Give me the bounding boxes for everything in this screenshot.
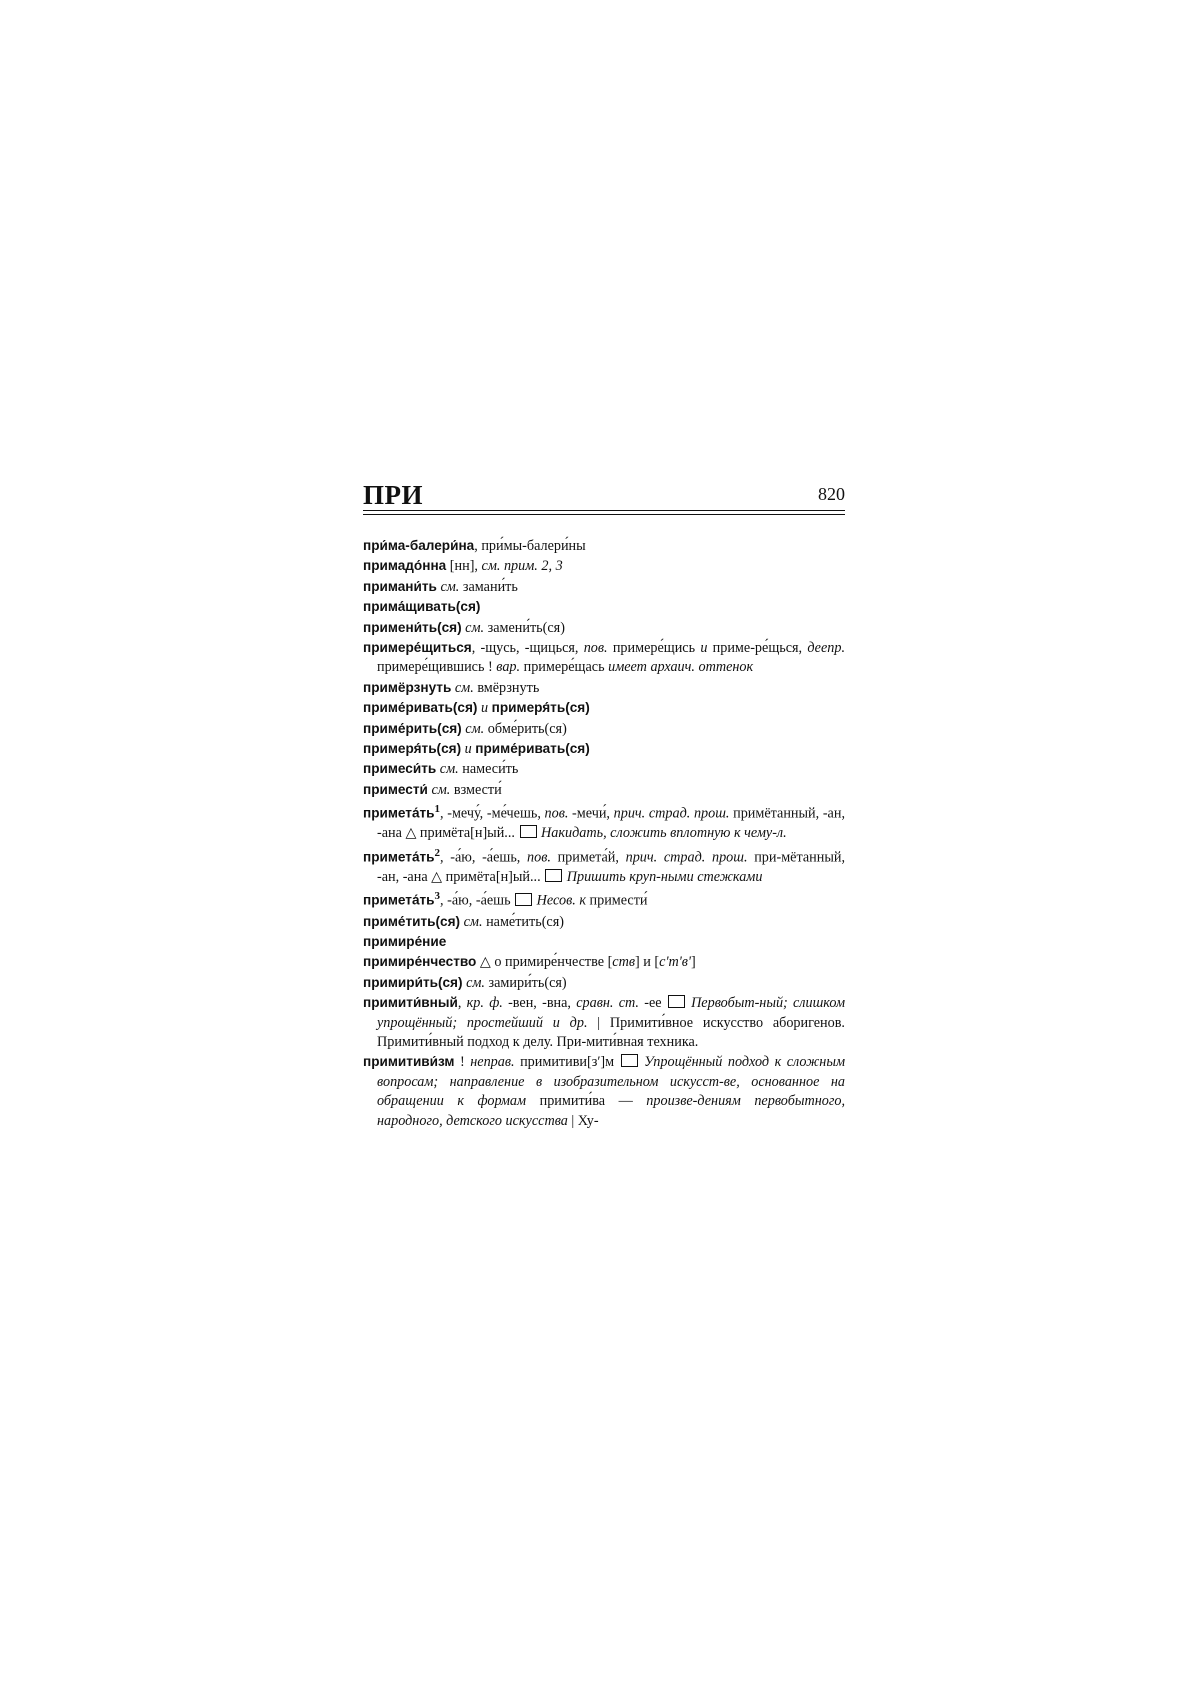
entry-text: примитиви[зʹ]м bbox=[514, 1054, 620, 1071]
entry bbox=[363, 577, 845, 597]
entry-italic: см. bbox=[462, 974, 485, 991]
headword: примире́нчество bbox=[363, 954, 477, 970]
entry-text: приме-ре́щься, bbox=[707, 640, 808, 657]
entry-italic: см. bbox=[451, 679, 474, 696]
entry bbox=[363, 536, 845, 556]
definition-box-icon bbox=[621, 1054, 638, 1067]
entry-definition: Упрощённый подход к сложным вопросам; направление в изобразительном искусст-ве, основанное на обращении к формам bbox=[377, 1054, 845, 1110]
entry bbox=[363, 780, 845, 800]
headword: примире́ние bbox=[363, 933, 447, 949]
entry-italic: пов. bbox=[583, 640, 608, 657]
entry bbox=[363, 800, 845, 844]
header-rule-thin bbox=[363, 514, 845, 515]
entry-italic: и bbox=[461, 741, 476, 758]
entry-text: -вен, -вна, bbox=[502, 995, 577, 1012]
headword: примири́ть(ся) bbox=[363, 974, 463, 990]
page-number: 820 bbox=[818, 484, 845, 504]
headword: примета́ть bbox=[363, 806, 435, 822]
entry-text: наме́тить(ся) bbox=[482, 913, 564, 930]
entry bbox=[363, 844, 845, 888]
headword: примета́ть bbox=[363, 849, 435, 865]
definition-box-icon bbox=[515, 893, 532, 906]
headword: примёрзнуть bbox=[363, 679, 452, 695]
entry-italic: ств bbox=[612, 954, 635, 971]
entry-text: -ее bbox=[638, 995, 667, 1012]
entry-text: ! bbox=[454, 1054, 471, 1071]
entry-italic: произве-дениям первобытного, народного, детского искусства bbox=[377, 1093, 845, 1129]
headword: примета́ть bbox=[363, 893, 435, 909]
headword: примадо́нна bbox=[363, 558, 447, 574]
entry-text: примере́щившись ! bbox=[377, 659, 497, 676]
headword: приме́рить(ся) bbox=[363, 720, 462, 736]
definition-box-icon bbox=[520, 825, 537, 838]
entry-italic: прич. страд. прош. bbox=[613, 806, 730, 823]
entry-text: вмёрзнуть bbox=[473, 679, 540, 696]
entry-italic: вар. bbox=[496, 659, 521, 676]
entry-text: △ о примире́нчестве [ bbox=[476, 954, 613, 971]
homonym-number: 3 bbox=[434, 890, 441, 903]
entry-text: намеси́ть bbox=[458, 761, 519, 778]
entry bbox=[363, 1052, 845, 1131]
entry-text: замани́ть bbox=[459, 578, 518, 595]
entry-text: обме́рить(ся) bbox=[484, 720, 567, 737]
entry bbox=[363, 932, 845, 952]
header-rule bbox=[363, 510, 845, 511]
entry-text: , -мечу́, -ме́чешь, bbox=[440, 806, 545, 823]
headword: примеря́ть(ся) bbox=[363, 741, 462, 757]
entry-text: примере́щась bbox=[520, 659, 609, 676]
headword: приме́тить(ся) bbox=[363, 913, 461, 929]
definition-box-icon bbox=[668, 995, 685, 1008]
entry-text: | Примити́вное искусство аборигенов. Примити́вный подход к делу. При-мити́вная техника. bbox=[377, 1014, 845, 1050]
headword: примести́ bbox=[363, 781, 428, 797]
entry bbox=[363, 887, 845, 911]
entry-italic: прич. страд. прош. bbox=[625, 849, 748, 866]
entry-text: примести́ bbox=[585, 893, 648, 910]
headword: приме́ривать(ся) bbox=[363, 700, 478, 716]
entry-definition: Пришить круп-ными стежками bbox=[566, 868, 763, 885]
entry-italic: см. прим. 2, 3 bbox=[481, 558, 563, 575]
entry-italic: и bbox=[700, 640, 708, 657]
entry-italic: сʹтʹвʹ bbox=[659, 954, 691, 971]
entry-definition: Первобыт-ный; слишком упрощённый; простейший и др. bbox=[377, 995, 846, 1031]
entry-italic: неправ. bbox=[470, 1054, 515, 1071]
homonym-number: 2 bbox=[434, 846, 441, 859]
headword: прима́щивать(ся) bbox=[363, 599, 481, 615]
headword: примани́ть bbox=[363, 578, 437, 594]
entry-italic: имеет архаич. оттенок bbox=[608, 659, 754, 676]
entry-italic: и bbox=[477, 700, 492, 717]
entry-text: примити́ва — bbox=[526, 1093, 647, 1110]
headword: примере́щиться bbox=[363, 640, 472, 656]
entry-italic: см. bbox=[436, 578, 460, 595]
entry-list bbox=[363, 536, 845, 1131]
entry-italic: пов. bbox=[527, 849, 551, 866]
entry bbox=[363, 973, 845, 993]
entry-italic: пов. bbox=[544, 806, 569, 823]
entry-italic: деепр. bbox=[807, 640, 846, 657]
entry-text: , -щусь, -щицься, bbox=[471, 640, 584, 657]
entry bbox=[363, 739, 845, 759]
definition-box-icon bbox=[545, 869, 562, 882]
entry bbox=[363, 952, 845, 972]
headword: примитиви́зм bbox=[363, 1054, 455, 1070]
entry bbox=[363, 719, 845, 739]
entry-text: примере́щись bbox=[607, 640, 701, 657]
entry bbox=[363, 698, 845, 718]
entry-italic: см. bbox=[461, 720, 485, 737]
entry bbox=[363, 638, 845, 678]
entry bbox=[363, 759, 845, 779]
page-header bbox=[363, 478, 845, 512]
entry-text: -мечи́, bbox=[568, 806, 614, 823]
entry bbox=[363, 912, 845, 932]
headword: примени́ть(ся) bbox=[363, 619, 462, 635]
entry-text: замири́ть(ся) bbox=[484, 974, 567, 991]
entry-italic: см. bbox=[436, 761, 459, 778]
entry bbox=[363, 993, 845, 1052]
entry-text: , при́мы-балери́ны bbox=[474, 538, 586, 554]
entry-italic: см. bbox=[461, 619, 485, 636]
running-head: ПРИ bbox=[363, 480, 423, 510]
entry-text: примётанный, -ан, -ана △ примёта[н]ый... bbox=[377, 806, 845, 842]
entry bbox=[363, 618, 845, 638]
homonym-number: 1 bbox=[434, 803, 441, 816]
entry bbox=[363, 678, 845, 698]
headword: при́ма-балери́на bbox=[363, 538, 475, 553]
entry-definition: Накидать, сложить вплотную к чему-л. bbox=[541, 825, 787, 842]
entry-italic: сравн. ст. bbox=[576, 995, 639, 1012]
entry-text: | Ху- bbox=[567, 1112, 599, 1129]
entry-definition: Несов. к bbox=[536, 893, 586, 910]
entry-text: [нн], bbox=[446, 558, 482, 575]
entry-text: ] и [ bbox=[635, 954, 660, 971]
entry bbox=[363, 556, 845, 576]
entry-italic: см. bbox=[427, 781, 451, 798]
entry-text: при-мётанный, -ан, -ана △ примёта[н]ый... bbox=[377, 849, 845, 885]
entry bbox=[363, 597, 845, 617]
entry-italic: кр. ф. bbox=[466, 995, 503, 1012]
headword: примити́вный bbox=[363, 995, 458, 1011]
entry-text: , bbox=[457, 995, 467, 1012]
entry-text: замени́ть(ся) bbox=[484, 619, 565, 636]
headword: примеси́ть bbox=[363, 761, 437, 777]
entry-text: ] bbox=[690, 954, 696, 971]
entry-italic: см. bbox=[460, 913, 483, 930]
entry-text: , -а́ю, -а́ешь bbox=[440, 893, 511, 910]
entry-text: , -а́ю, -а́ешь, bbox=[440, 849, 528, 866]
entry-text: взмести́ bbox=[450, 781, 502, 798]
headword-variant: примеря́ть(ся) bbox=[491, 700, 590, 716]
dictionary-page bbox=[363, 478, 845, 1131]
headword-variant: приме́ривать(ся) bbox=[475, 741, 590, 757]
entry-text: примета́й, bbox=[550, 849, 626, 866]
